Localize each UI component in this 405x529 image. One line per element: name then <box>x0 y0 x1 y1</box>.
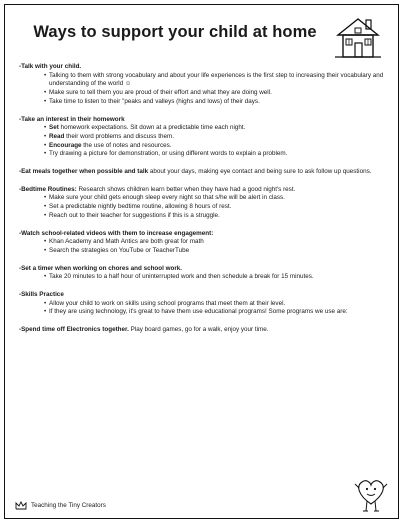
list-item: • Take 20 minutes to a half hour of uninterrupted work and then schedule a break for 15 minutes. <box>45 273 388 282</box>
bullet-list <box>19 124 388 159</box>
section-paragraph: -Spend time off Electronics together. Play board games, go for a walk, enjoy your time. <box>19 326 269 334</box>
list-item: • Allow your child to work on skills using school programs that meet them at their level. <box>45 300 388 309</box>
list-item: • If they are using technology, it's great to have them use educational programs! Some programs we use are: <box>45 308 388 317</box>
section-heading: -Skills Practice <box>19 291 64 299</box>
list-item: • Khan Academy and Math Antics are both great for math <box>45 238 388 247</box>
bullet-list <box>19 194 388 220</box>
section-paragraph: -Bedtime Routines: Research shows children learn better when they have had a good night's rest. <box>19 185 296 193</box>
list-item: • Make sure your child gets enough sleep every night so that s/he will be alert in class. <box>45 194 388 203</box>
list-item: • Try drawing a picture for demonstration, or using different words to explain a problem. <box>45 150 388 159</box>
content <box>19 63 388 344</box>
bullet-list <box>19 273 388 282</box>
list-item: • Read their word problems and discuss them. <box>45 133 388 142</box>
heart-character-icon <box>354 474 388 514</box>
list-item: • Reach out to their teacher for suggestions if this is a struggle. <box>45 212 388 221</box>
bullet-list <box>19 72 388 107</box>
section-electronics <box>19 326 388 335</box>
list-item: • Search the strategies on YouTube or TeacherTube <box>45 247 388 256</box>
section-homework <box>19 116 388 160</box>
section-heading: -Watch school-related videos with them to increase engagement: <box>19 229 214 237</box>
worksheet-page <box>4 4 399 519</box>
list-item: • Encourage the use of notes and resources. <box>45 142 388 151</box>
section-skills <box>19 291 388 317</box>
section-videos <box>19 230 388 256</box>
list-item: • Make sure to tell them you are proud of their effort and what they are doing well. <box>45 89 388 98</box>
bullet-list <box>19 238 388 255</box>
list-item: • Set a predictable nightly bedtime routine, allowing 8 hours of rest. <box>45 203 388 212</box>
footer-credit <box>15 501 106 510</box>
section-heading: -Set a timer when working on chores and school work. <box>19 264 183 272</box>
section-heading: -Talk with your child. <box>19 63 82 70</box>
crown-icon <box>15 501 27 510</box>
list-item: • Take time to listen to their "peaks and valleys (highs and lows) of their days. <box>45 98 388 107</box>
bullet-list <box>19 300 388 317</box>
section-bedtime <box>19 186 388 221</box>
list-item: • Talking to them with strong vocabulary and about your life experiences is the first step to increasing their vocabulary and understanding of the world ☺ <box>45 72 388 89</box>
section-paragraph: -Eat meals together when possible and talk about your days, making eye contact and being sure to ask follow up questions. <box>19 168 372 176</box>
house-icon <box>334 15 382 59</box>
section-heading: -Take an interest in their homework <box>19 115 125 123</box>
section-meals <box>19 168 388 177</box>
page-title: Ways to support your child at home <box>33 23 317 41</box>
list-item: • Set homework expectations. Sit down at a predictable time each night. <box>45 124 388 133</box>
footer-text: Teaching the Tiny Creators <box>31 502 106 509</box>
section-talk <box>19 63 388 107</box>
section-timer <box>19 265 388 282</box>
